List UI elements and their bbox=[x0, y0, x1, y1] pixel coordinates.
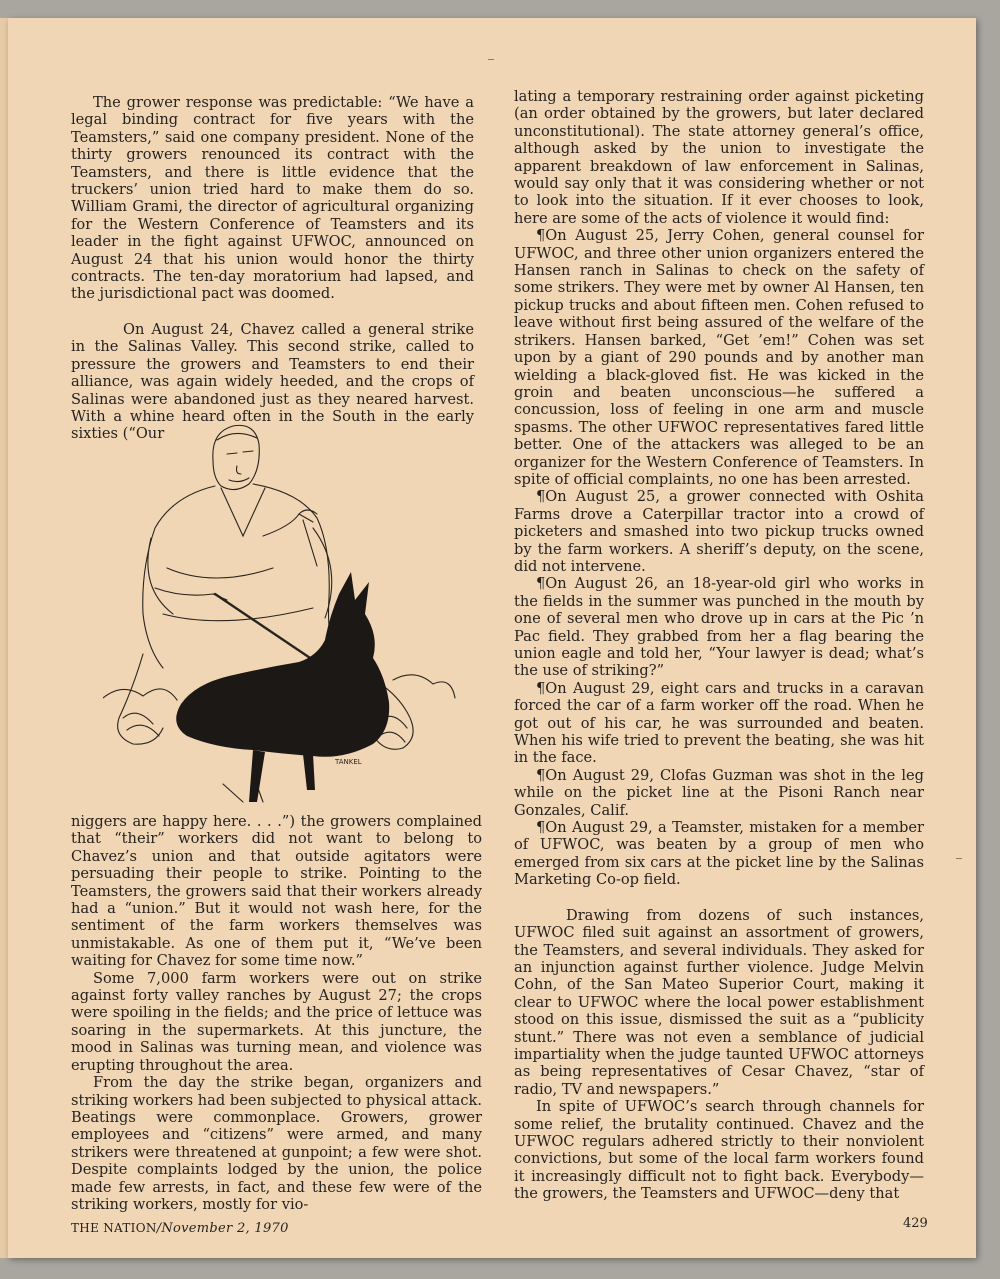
paragraph: Drawing from dozens of such instances, UFWOC filed suit against an assortment of growers, the Teamsters, and several individuals. They asked for an injunction against further violence. Judge Melvin Cohn, of the San Mateo Superior Court, making it clear to UFWOC where the local power establishment stood on this issue, dismissed the suit as a “publicity stunt.” There was not even a semblance of judicial impartiality when the judge taunted UFWOC attorneys as being representatives of Cesar Chavez, “star of radio, TV and newspapers.” bbox=[514, 906, 924, 1098]
paragraph: On August 24, Chavez called a general strike in the Salinas Valley. This second strike, called to pressure the growers and Teamsters to end their alliance, was again widely heeded, and the crops of Salinas were abandoned just as they neared harvest. With a whine heard often in the South in the early sixties (“Our bbox=[71, 320, 474, 443]
paragraph: The grower response was predictable: “We have a legal binding contract for five years with the Teamsters,” said one company president. None of the thirty growers renounced its contract with the Teamsters, and there is little evidence that the truckers’ union tried hard to make them do so. William Grami, the director of agricultural organizing for the Western Conference of Teamsters and its leader in the fight against UFWOC, announced on August 24 that his union would honor the thirty contracts. The ten-day moratorium had lapsed, and the jurisdictional pact was doomed. bbox=[71, 94, 474, 303]
left-column-top bbox=[71, 94, 474, 443]
left-column-bottom bbox=[71, 813, 482, 1213]
margin-mark bbox=[488, 59, 494, 60]
issue-date: /November 2, 1970 bbox=[156, 1221, 289, 1236]
paragraph: Some 7,000 farm workers were out on strike against forty valley ranches by August 27; the crops were spoiling in the fields; and the price of lettuce was soaring in the supermarkets. At this juncture, the mood in Salinas was turning mean, and violence was erupting throughout the area. bbox=[71, 969, 482, 1074]
page-number: 429 bbox=[903, 1216, 928, 1231]
paragraph: In spite of UFWOC’s search through channels for some relief, the brutality continued. Chavez and the UFWOC regulars adhered strictly to their nonviolent convictions, but some of the local farm workers found it increasingly difficult not to fight back. Everybody—the growers, the Teamsters and UFWOC—deny that bbox=[514, 1098, 924, 1203]
paragraph: ¶On August 25, Jerry Cohen, general counsel for UFWOC, and three other union organizers entered the Hansen ranch in Salinas to check on the safety of some strikers. They were met by owner Al Hansen, ten pickup trucks and about fifteen men. Cohen refused to leave without first being assured of the welfare of the strikers. Hansen barked, “Get ’em!” Cohen was set upon by a giant of 290 pounds and by another man wielding a black-gloved fist. He was kicked in the groin and beaten unconscious—he suffered a concussion, loss of feeling in one arm and muscle spasms. The other UFWOC representatives fared little better. One of the attackers was alleged to be an organizer for the Western Conference of Teamsters. In spite of official complaints, no one has been arrested. bbox=[514, 227, 924, 488]
paragraph: ¶On August 29, Clofas Guzman was shot in the leg while on the picket line at the Pisoni Ranch near Gonzales, Calif. bbox=[514, 766, 924, 819]
page-footer bbox=[71, 1221, 289, 1236]
paragraph: From the day the strike began, organizers and striking workers had been subjected to physical attack. Beatings were commonplace. Growers, grower employees and “citizens” were armed, and many strikers were threatened at gunpoint; a few were shot. Despite complaints lodged by the union, the police made few arrests, in fact, and these few were of the striking workers, mostly for vio- bbox=[71, 1074, 482, 1213]
magazine-page bbox=[8, 18, 976, 1258]
right-column bbox=[514, 88, 924, 1203]
margin-mark bbox=[956, 858, 962, 859]
paragraph: niggers are happy here. . . .”) the growers complained that “their” workers did not want to belong to Chavez’s union and that outside agitators were persuading their people to strike. Pointing to the Teamsters, the growers said that their workers already had a “union.” But it would not wash here, for the sentiment of the farm workers themselves was unmistakable. As one of them put it, “We’ve been waiting for Chavez for some time now.” bbox=[71, 813, 482, 970]
magazine-name: THE NATION bbox=[71, 1221, 157, 1235]
illustration-signature: TANKEL bbox=[335, 758, 362, 766]
cartoon-illustration bbox=[103, 418, 458, 803]
paragraph: ¶On August 29, eight cars and trucks in a caravan forced the car of a farm worker off the road. When he got out of his car, he was surrounded and beaten. When his wife tried to prevent the beating, she was hit in the face. bbox=[514, 679, 924, 767]
paragraph: ¶On August 25, a grower connected with Oshita Farms drove a Caterpillar tractor into a crowd of picketers and smashed into two pickup trucks owned by the farm workers. A sheriff’s deputy, on the scene, did not intervene. bbox=[514, 488, 924, 575]
paragraph: ¶On August 29, a Teamster, mistaken for a member of UFWOC, was beaten by a group of men who emerged from six cars at the picket line by the Salinas Marketing Co-op field. bbox=[514, 819, 924, 889]
paragraph: lating a temporary restraining order against picketing (an order obtained by the growers, but later declared unconstitutional). The state attorney general’s office, although asked by the union to investigate the apparent breakdown of law enforcement in Salinas, would say only that it was considering whether or not to look into the situation. If it ever chooses to look, here are some of the acts of violence it would find: bbox=[514, 88, 924, 227]
paragraph: ¶On August 26, an 18-year-old girl who works in the fields in the summer was punched in the mouth by one of several men who drove up in cars at the Pic ’n Pac field. They grabbed from her a flag bearing the union eagle and told her, “Your lawyer is dead; what’s the use of striking?” bbox=[514, 575, 924, 680]
